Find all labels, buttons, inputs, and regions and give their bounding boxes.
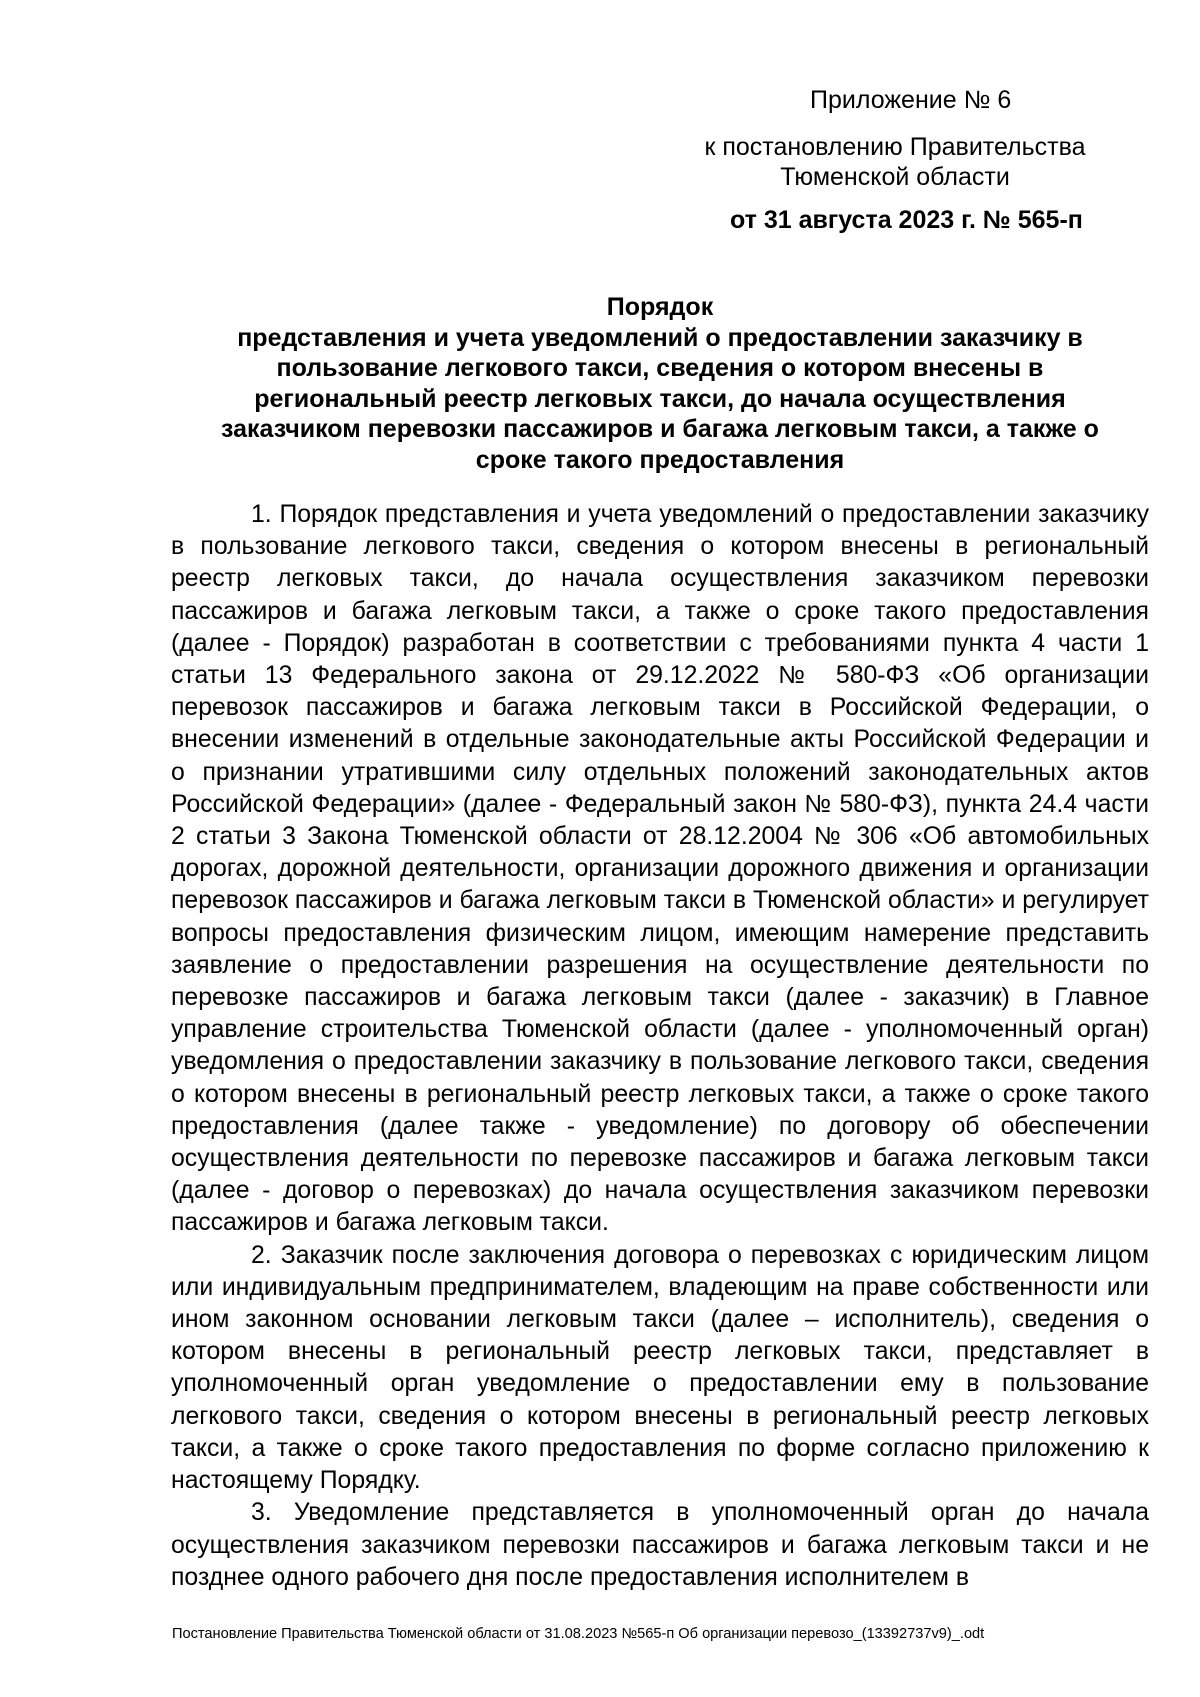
paragraph-3: 3. Уведомление представляется в уполномоченный орган до начала осуществления заказчиком перевозки пассажиров и багажа легковым такси и не позднее одного рабочего дня после предоставления исполнителем в	[171, 1499, 1149, 1591]
title-subtitle-line: заказчиком перевозки пассажиров и багажа легковым такси, а также о	[221, 415, 1099, 443]
document-body	[171, 499, 1149, 1594]
document-title	[175, 292, 1145, 475]
title-subtitle-line: региональный реестр легковых такси, до начала осуществления	[254, 384, 1066, 413]
page-footer: Постановление Правительства Тюменской области от 31.08.2023 №565-п Об организации перевозо_(13392737v9)_.odt	[172, 1626, 985, 1642]
resolution-date: от 31 августа 2023 г. № 565-п	[730, 206, 1083, 234]
paragraph-1: 1. Порядок представления и учета уведомлений о предоставлении заказчику в пользование легкового такси, сведения о котором внесены в региональный реестр легковых такси, до начала осуществления заказчиком перевозки пассажиров и багажа легковым такси, а также о сроке такого предоставления (далее - Порядок) разработан в соответствии с требованиями пункта 4 части 1 статьи 13 Федерального закона от 29.12.2022 № 580-ФЗ «Об организации перевозок пассажиров и багажа легковым такси в Российской Федерации, о внесении изменений в отдельные законодательные акты Российской Федерации и о признании утратившими силу отдельных положений законодательных актов Российской Федерации» (далее - Федеральный закон № 580-ФЗ), пункта 24.4 части 2 статьи 3 Закона Тюменской области от 28.12.2004 № 306 «Об автомобильных дорогах, дорожной деятельности, организации дорожного движения и организации перевозок пассажиров и багажа легковым такси в Тюменской области» и регулирует вопросы предоставления физическим лицом, имеющим намерение представить заявление о предоставлении разрешения на осуществление деятельности по перевозке пассажиров и багажа легковым такси (далее - заказчик) в Главное управление строительства Тюменской области (далее - уполномоченный орган) уведомления о предоставлении заказчику в пользование легкового такси, сведения о котором внесены в региональный реестр легковых такси, а также о сроке такого предоставления (далее также - уведомление) по договору об обеспечении осуществления деятельности по перевозке пассажиров и багажа легковым такси (далее - договор о перевозках) до начала осуществления заказчиком перевозки пассажиров и багажа легковым такси.	[171, 501, 1149, 1237]
title-subtitle-line: сроке такого предоставления	[475, 445, 845, 474]
title-heading: Порядок	[606, 293, 714, 321]
title-subtitle-line: представления и учета уведомлений о предоставлении заказчику в	[237, 323, 1083, 352]
resolution-reference: к постановлению Правительства Тюменской области	[704, 133, 1086, 191]
appendix-number: Приложение № 6	[810, 86, 1012, 114]
title-subtitle-line: пользование легкового такси, сведения о котором внесены в	[276, 354, 1044, 382]
paragraph-2: 2. Заказчик после заключения договора о перевозках с юридическим лицом или индивидуальным предпринимателем, владеющим на праве собственности или ином законном основании легковым такси (далее – исполнитель), сведения о котором внесены в региональный реестр легковых такси, представляет в уполномоченный орган уведомление о предоставлении ему в пользование легкового такси, сведения о котором внесены в региональный реестр легковых такси, а также о сроке такого предоставления по форме согласно приложению к настоящему Порядку.	[171, 1241, 1149, 1495]
